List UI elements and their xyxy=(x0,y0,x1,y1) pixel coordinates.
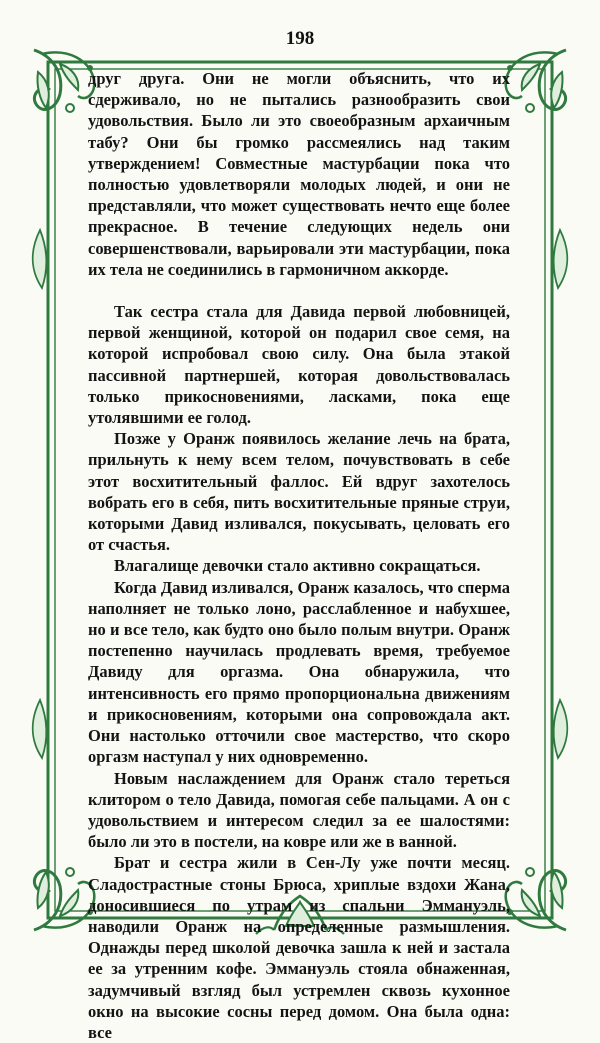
page-number: 198 xyxy=(285,28,315,49)
paragraph: Когда Давид изливался, Оранж казалось, что сперма наполняет не только лоно, расслабленное и набухшее, но и все тело, как будто оно было полым внутри. Оранж постепенно научилась продлевать время, требуемое Давиду для оргазма. Она обнаружила, что интенсивность его прямо пропорциональна движениям и прикосновениям, которыми она сопровождала акт. Они настолько отточили свое мастерство, что скоро оргазм наступал у них одновременно. xyxy=(88,577,510,767)
leaf-corner-icon-top-right xyxy=(506,50,566,112)
body-text xyxy=(88,68,510,1043)
paragraph-gap xyxy=(88,280,510,301)
paragraph: Позже у Оранж появилось желание лечь на брата, прильнуть к нему всем телом, почувствовать в себе этот восхитительный фаллос. Ей вдруг захотелось вобрать его в себя, пить восхитительные пряные струи, которыми Давид изливался, покусывать, целовать его от счастья. xyxy=(88,429,510,555)
paragraph-continued: друг друга. Они не могли объяснить, что их сдерживало, но не пытались разнообразить свои удовольствия. Было ли это своеобразным архаичным табу? Они бы громко рассмеялись над таким утверждением! Совместные мастурбации пока что полностью удовлетворяли молодых людей, и они не представляли, что может существовать нечто еще более прекрасное. В течение следующих недель они совершенствовали, варьировали эти мастурбации, пока их тела не соединились в гармоничном аккорде. xyxy=(88,69,510,279)
paragraph: Брат и сестра жили в Сен-Лу уже почти месяц. Сладострастные стоны Брюса, хриплые вздохи Жана, доносившиеся по утрам из спальни Эммануэль, наводили Оранж на определенные размышления. Однажды перед школой девочка зашла к ней и застала ее за утренним кофе. Эммануэль стояла обнаженная, задумчивый взгляд был устремлен сквозь кухонное окно на высокие сосны перед домом. Она была одна: все xyxy=(88,853,510,1042)
side-leaf-icon-right xyxy=(554,230,568,758)
leaf-corner-icon-bottom-right xyxy=(506,868,566,930)
paragraph: Так сестра стала для Давида первой любовницей, первой женщиной, которой он подарил свое семя, на которой испробовал свою силу. Она была этакой пассивной партнершей, которая довольствовалась только прикосновениями, ласками, пока еще утолявшими ее голод. xyxy=(88,302,510,428)
paragraph: Новым наслаждением для Оранж стало тереться клитором о тело Давида, помогая себе пальцами. А он с удовольствием и интересом следил за ее шалостями: было ли это в постели, на ковре или же в ванной. xyxy=(88,768,510,852)
paragraph: Влагалище девочки стало активно сокращаться. xyxy=(114,556,481,576)
leaf-corner-icon-bottom-left xyxy=(34,868,94,930)
side-leaf-icon-left xyxy=(33,230,47,758)
leaf-corner-icon-top-left xyxy=(34,50,94,112)
